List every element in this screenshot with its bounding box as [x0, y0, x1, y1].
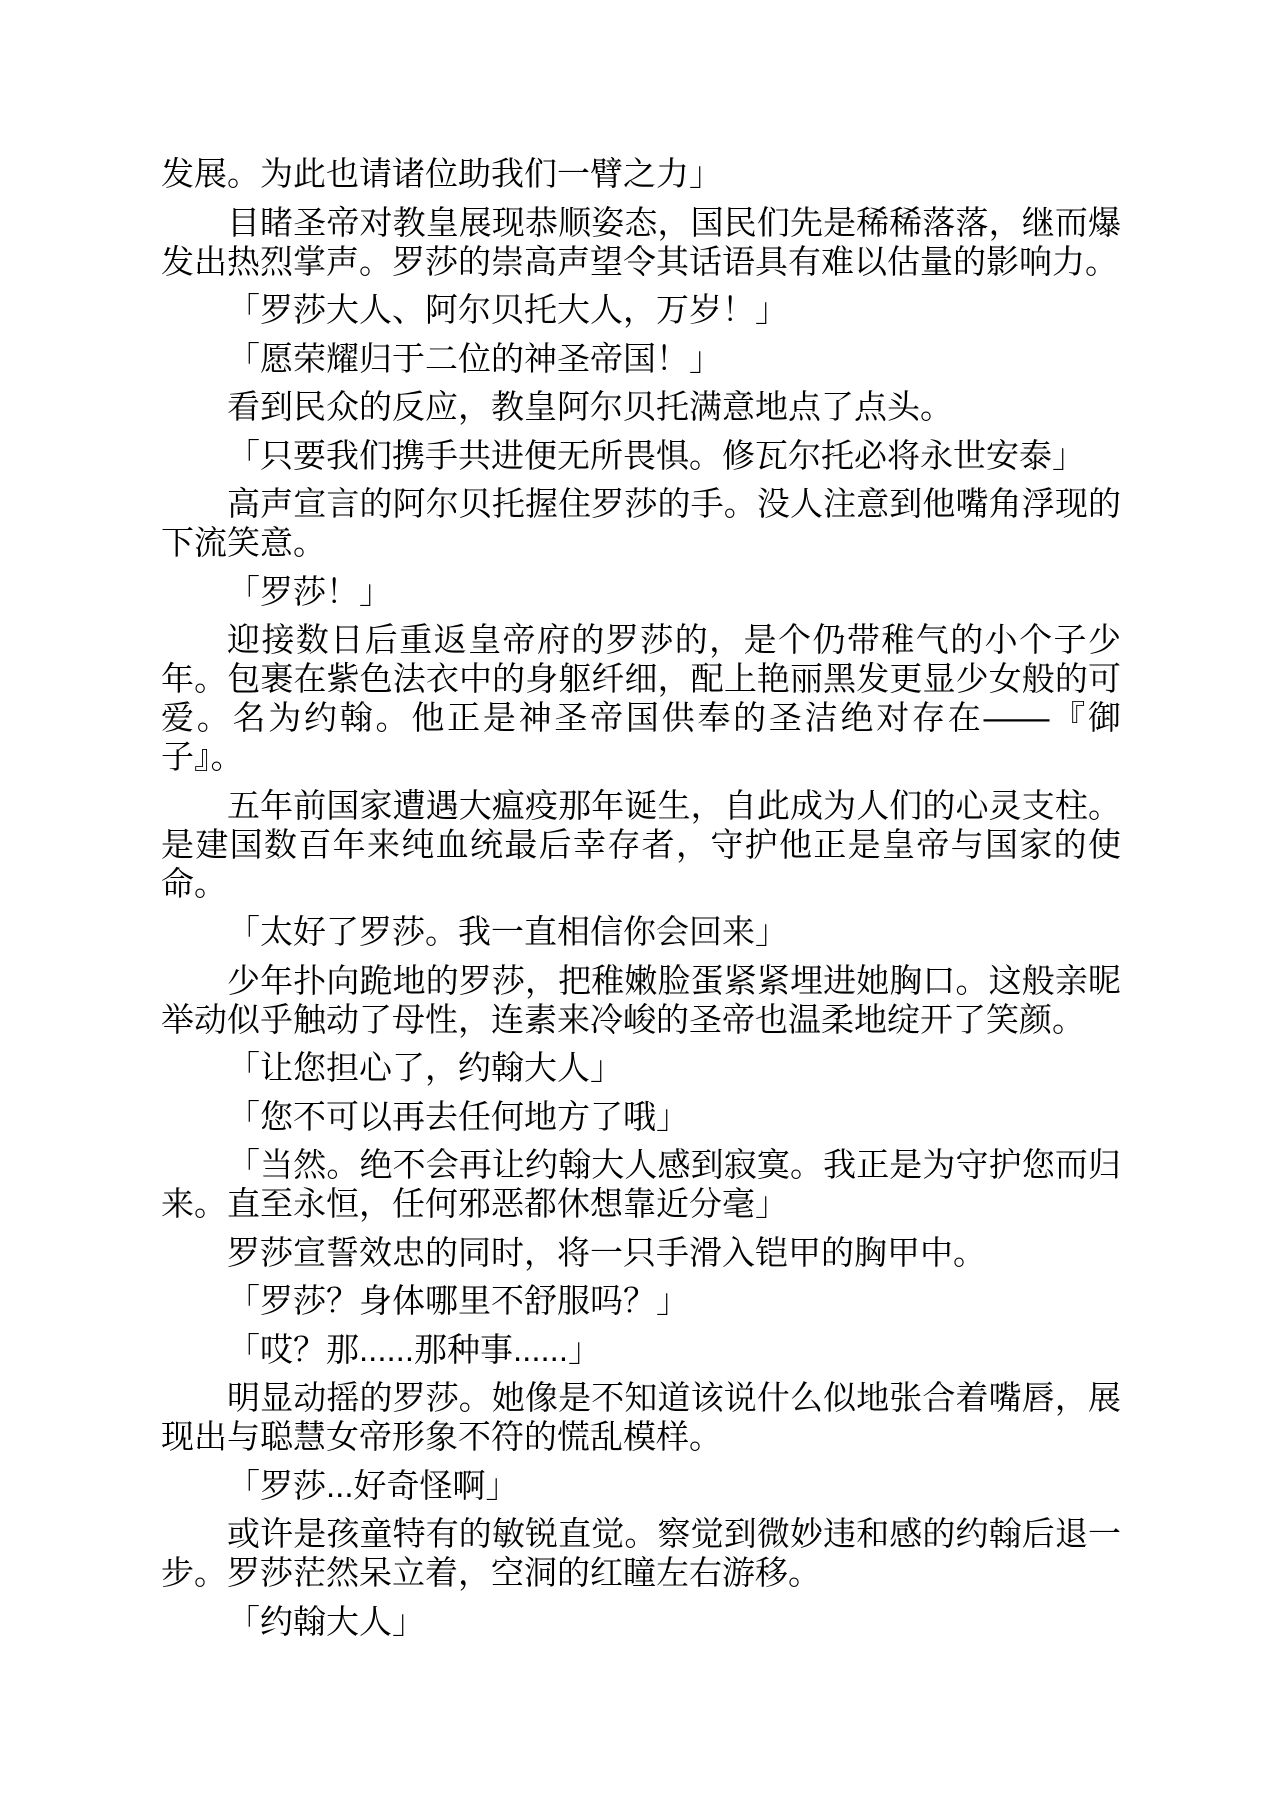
dialogue-line: 「罗莎大人、阿尔贝托大人，万岁！」: [227, 291, 788, 328]
narrative-paragraph: 目睹圣帝对教皇展现恭顺姿态，国民们先是稀稀落落，继而爆发出热烈掌声。罗莎的崇高声望令其话语具有难以估量的影响力。: [161, 203, 1121, 280]
narrative-paragraph: 少年扑向跪地的罗莎，把稚嫩脸蛋紧紧埋进她胸口。这般亲昵举动似乎触动了母性，连素来冷峻的圣帝也温柔地绽开了笑颜。: [161, 961, 1121, 1038]
narrative-paragraph: 迎接数日后重返皇帝府的罗莎的，是个仍带稚气的小个子少年。包裹在紫色法衣中的身躯纤细，配上艳丽黑发更显少女般的可爱。名为约翰。他正是神圣帝国供奉的圣洁绝对存在——『御子』。: [161, 621, 1121, 775]
dialogue-line: 「罗莎...好奇怪啊」: [227, 1466, 519, 1504]
dialogue-line: 「愿荣耀归于二位的神圣帝国！」: [227, 339, 722, 377]
narrative-paragraph: 或许是孩童特有的敏锐直觉。察觉到微妙违和感的约翰后退一步。罗莎茫然呆立着，空洞的红瞳左右游移。: [161, 1515, 1121, 1591]
dialogue-line: 「约翰大人」: [227, 1602, 425, 1640]
narrative-paragraph: 五年前国家遭遇大瘟疫那年诞生，自此成为人们的心灵支柱。是建国数百年来纯血统最后幸存者，守护他正是皇帝与国家的使命。: [161, 786, 1121, 902]
dialogue-line: 「当然。绝不会再让约翰大人感到寂寞。我正是为守护您而归来。直至永恒，任何邪恶都休想靠近分毫」: [161, 1146, 1121, 1222]
narrative-paragraph: 明显动摇的罗莎。她像是不知道该说什么似地张合着嘴唇，展现出与聪慧女帝形象不符的慌乱模样。: [161, 1379, 1121, 1455]
narrative-paragraph: 看到民众的反应，教皇阿尔贝托满意地点了点头。: [227, 388, 953, 425]
dialogue-line: 「罗莎？身体哪里不舒服吗？」: [227, 1282, 689, 1319]
dialogue-line: 「只要我们携手共进便无所畏惧。修瓦尔托必将永世安泰」: [227, 436, 1085, 474]
dialogue-line: 「哎？那......那种事......」: [227, 1330, 602, 1368]
continuation-paragraph: 发展。为此也请诸位助我们一臂之力」: [161, 155, 722, 192]
dialogue-line: 「罗莎！」: [227, 572, 392, 610]
dialogue-line: 「太好了罗莎。我一直相信你会回来」: [227, 913, 788, 950]
dialogue-line: 「让您担心了，约翰大人」: [227, 1049, 623, 1086]
page-text-content: [161, 154, 1121, 1641]
dialogue-line: 「您不可以再去任何地方了哦」: [227, 1097, 689, 1135]
narrative-paragraph: 高声宣言的阿尔贝托握住罗莎的手。没人注意到他嘴角浮现的下流笑意。: [161, 485, 1121, 561]
narrative-paragraph: 罗莎宣誓效忠的同时，将一只手滑入铠甲的胸甲中。: [227, 1233, 986, 1271]
